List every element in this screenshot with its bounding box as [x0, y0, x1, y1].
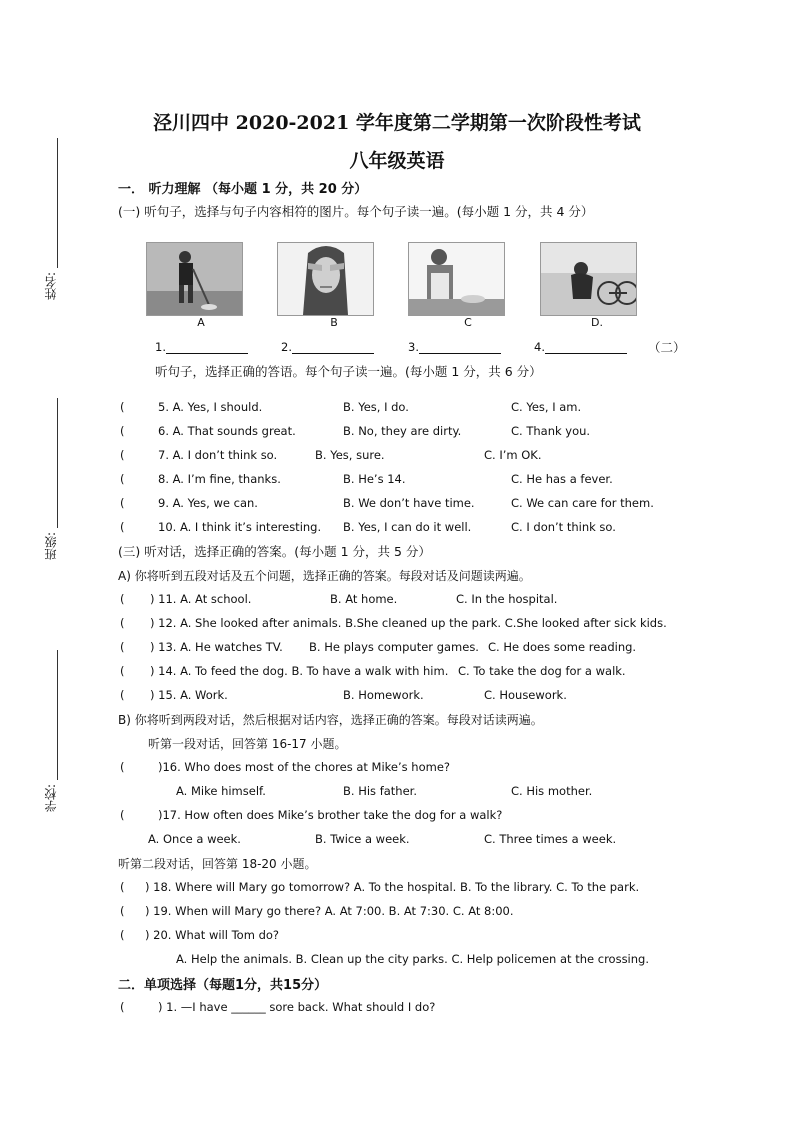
question-row: ( )17. How often does Mike’s brother take the dog for a walk?	[120, 808, 503, 822]
options-row: A. Once a week. B. Twice a week. C. Three times a week.	[148, 832, 617, 846]
section3a-instruction: A) 你将听到五段对话及五个问题，选择正确的答案。每段对话及问题读两遍。	[118, 569, 531, 583]
question-row: ( 9. A. Yes, we can. B. We don’t have time. C. We can care for them.	[120, 496, 654, 510]
exam-subtitle: 八年级英语	[349, 150, 445, 172]
answer-blank-2[interactable]: 2.	[281, 340, 374, 354]
exam-title: 泾川四中 2020-2021 学年度第二学期第一次阶段性考试	[153, 112, 641, 134]
man-cooking-icon	[409, 243, 504, 315]
part2-heading: 二．单项选择（每题1分，共15分）	[118, 978, 328, 993]
picture-c	[408, 242, 505, 316]
section3-instruction: (三) 听对话，选择正确的答案。(每小题 1 分，共 5 分）	[118, 544, 431, 559]
picture-c-label: C	[464, 316, 472, 329]
class-label: 班级:	[44, 532, 58, 561]
section3b-instruction: B) 你将听到两段对话，然后根据对话内容，选择正确的答案。每段对话读两遍。	[118, 713, 543, 727]
answer-blank-4[interactable]: 4.	[534, 340, 627, 354]
options-row: A. Help the animals. B. Clean up the city parks. C. Help policemen at the crossing.	[176, 952, 649, 966]
picture-d	[540, 242, 637, 316]
question-row: ( 8. A. I’m fine, thanks. B. He’s 14. C. He has a fever.	[120, 472, 613, 486]
question-row: ( ) 15. A. Work. B. Homework. C. Housework.	[120, 688, 567, 702]
question-row: ( 10. A. I think it’s interesting. B. Yes, I can do it well. C. I don’t think so.	[120, 520, 616, 534]
part1-heading: 一． 听力理解 （每小题 1 分，共 20 分）	[118, 182, 368, 197]
boy-sweeping-icon	[147, 243, 242, 315]
question-row: ( ) 11. A. At school. B. At home. C. In the hospital.	[120, 592, 558, 606]
man-bicycle-icon	[541, 243, 636, 315]
picture-b	[277, 242, 374, 316]
picture-a	[146, 242, 243, 316]
section2-marker: （二）	[648, 340, 686, 355]
question-row: ( ) 18. Where will Mary go tomorrow? A. To the hospital. B. To the library. C. To the park.	[120, 880, 640, 894]
section1-instruction: (一) 听句子，选择与句子内容相符的图片。每个句子读一遍。(每小题 1 分，共 4 分）	[118, 204, 594, 219]
dialog1-instruction: 听第一段对话，回答第 16-17 小题。	[148, 737, 347, 751]
woman-headache-icon	[278, 243, 373, 315]
question-row: ( ) 12. A. She looked after animals. B.She cleaned up the park. C.She looked after sick kids.	[120, 616, 667, 630]
question-row: ( ) 1. —I have ______ sore back. What should I do?	[120, 1000, 436, 1014]
question-row: ( ) 13. A. He watches TV. B. He plays computer games. C. He does some reading.	[120, 640, 637, 654]
name-label: 姓名:	[44, 272, 58, 301]
question-row: ( 7. A. I don’t think so. B. Yes, sure. C. I’m OK.	[120, 448, 542, 462]
question-row: ( ) 19. When will Mary go there? A. At 7:00. B. At 7:30. C. At 8:00.	[120, 904, 514, 918]
answer-blank-3[interactable]: 3.	[408, 340, 501, 354]
question-row: ( ) 14. A. To feed the dog. B. To have a walk with him. C. To take the dog for a walk.	[120, 664, 626, 678]
question-row: ( ) 20. What will Tom do?	[120, 928, 280, 942]
answer-blank-1[interactable]: 1.	[155, 340, 248, 354]
picture-a-label: A	[197, 316, 205, 329]
options-row: A. Mike himself. B. His father. C. His mother.	[176, 784, 593, 798]
section2-instruction: 听句子，选择正确的答语。每个句子读一遍。(每小题 1 分，共 6 分）	[155, 364, 542, 379]
picture-b-label: B	[330, 316, 338, 329]
dialog2-instruction: 听第二段对话，回答第 18-20 小题。	[118, 857, 317, 871]
question-row: ( )16. Who does most of the chores at Mike’s home?	[120, 760, 451, 774]
school-label: 学校:	[44, 784, 58, 813]
question-row: ( 6. A. That sounds great. B. No, they are dirty. C. Thank you.	[120, 424, 591, 438]
picture-d-label: D.	[591, 316, 603, 329]
question-row: ( 5. A. Yes, I should. B. Yes, I do. C. Yes, I am.	[120, 400, 582, 414]
